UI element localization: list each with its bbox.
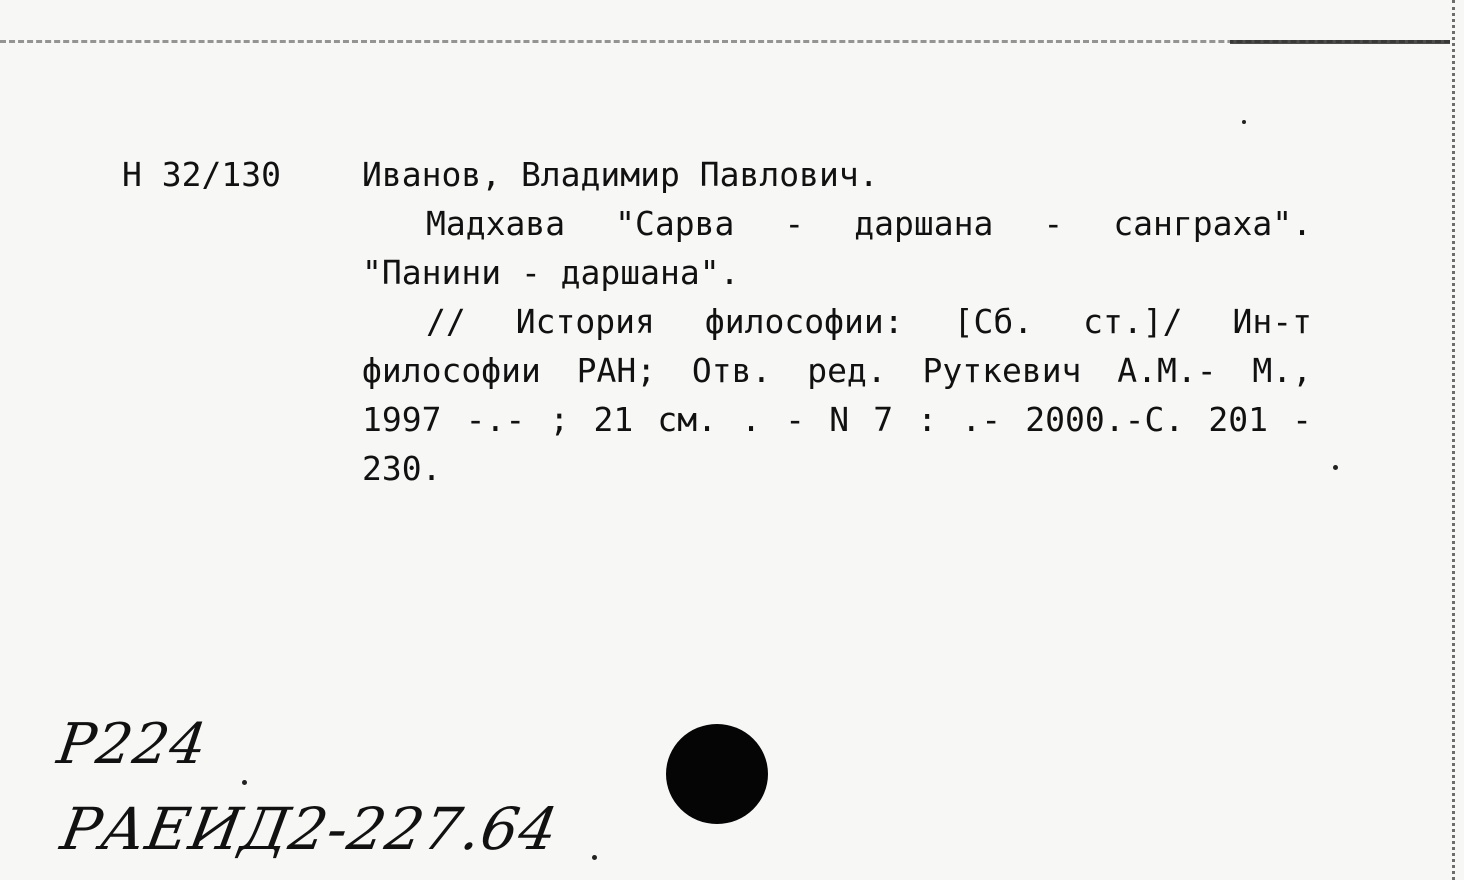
title-line-1: Мадхава "Сарва - даршана - санграха".	[426, 204, 1312, 243]
pages-line: 230.	[362, 449, 442, 488]
handwritten-code-2: РАЕИД2-227.64	[56, 795, 564, 863]
speck	[242, 780, 247, 785]
shelfmark: Н 32/130	[122, 155, 281, 194]
source-line-3: 1997 -.- ; 21 см. . - N 7 : .- 2000.-С. 201 -	[362, 400, 1312, 439]
bibliographic-entry	[362, 150, 1312, 493]
author-line: Иванов, Владимир Павлович.	[362, 155, 879, 194]
source-line-2: философии РАН; Отв. ред. Руткевич А.М.- М.,	[362, 351, 1312, 390]
source-line-1: // История философии: [Сб. ст.]/ Ин-т	[426, 302, 1312, 341]
top-rule-segment	[1230, 40, 1450, 44]
punch-hole	[666, 724, 768, 824]
title-line-2: "Панини - даршана".	[362, 253, 740, 292]
speck	[592, 855, 597, 860]
speck	[1242, 120, 1246, 124]
speck	[1333, 465, 1338, 470]
right-card-edge	[1452, 0, 1461, 880]
handwritten-code-1: Р224	[53, 712, 212, 777]
